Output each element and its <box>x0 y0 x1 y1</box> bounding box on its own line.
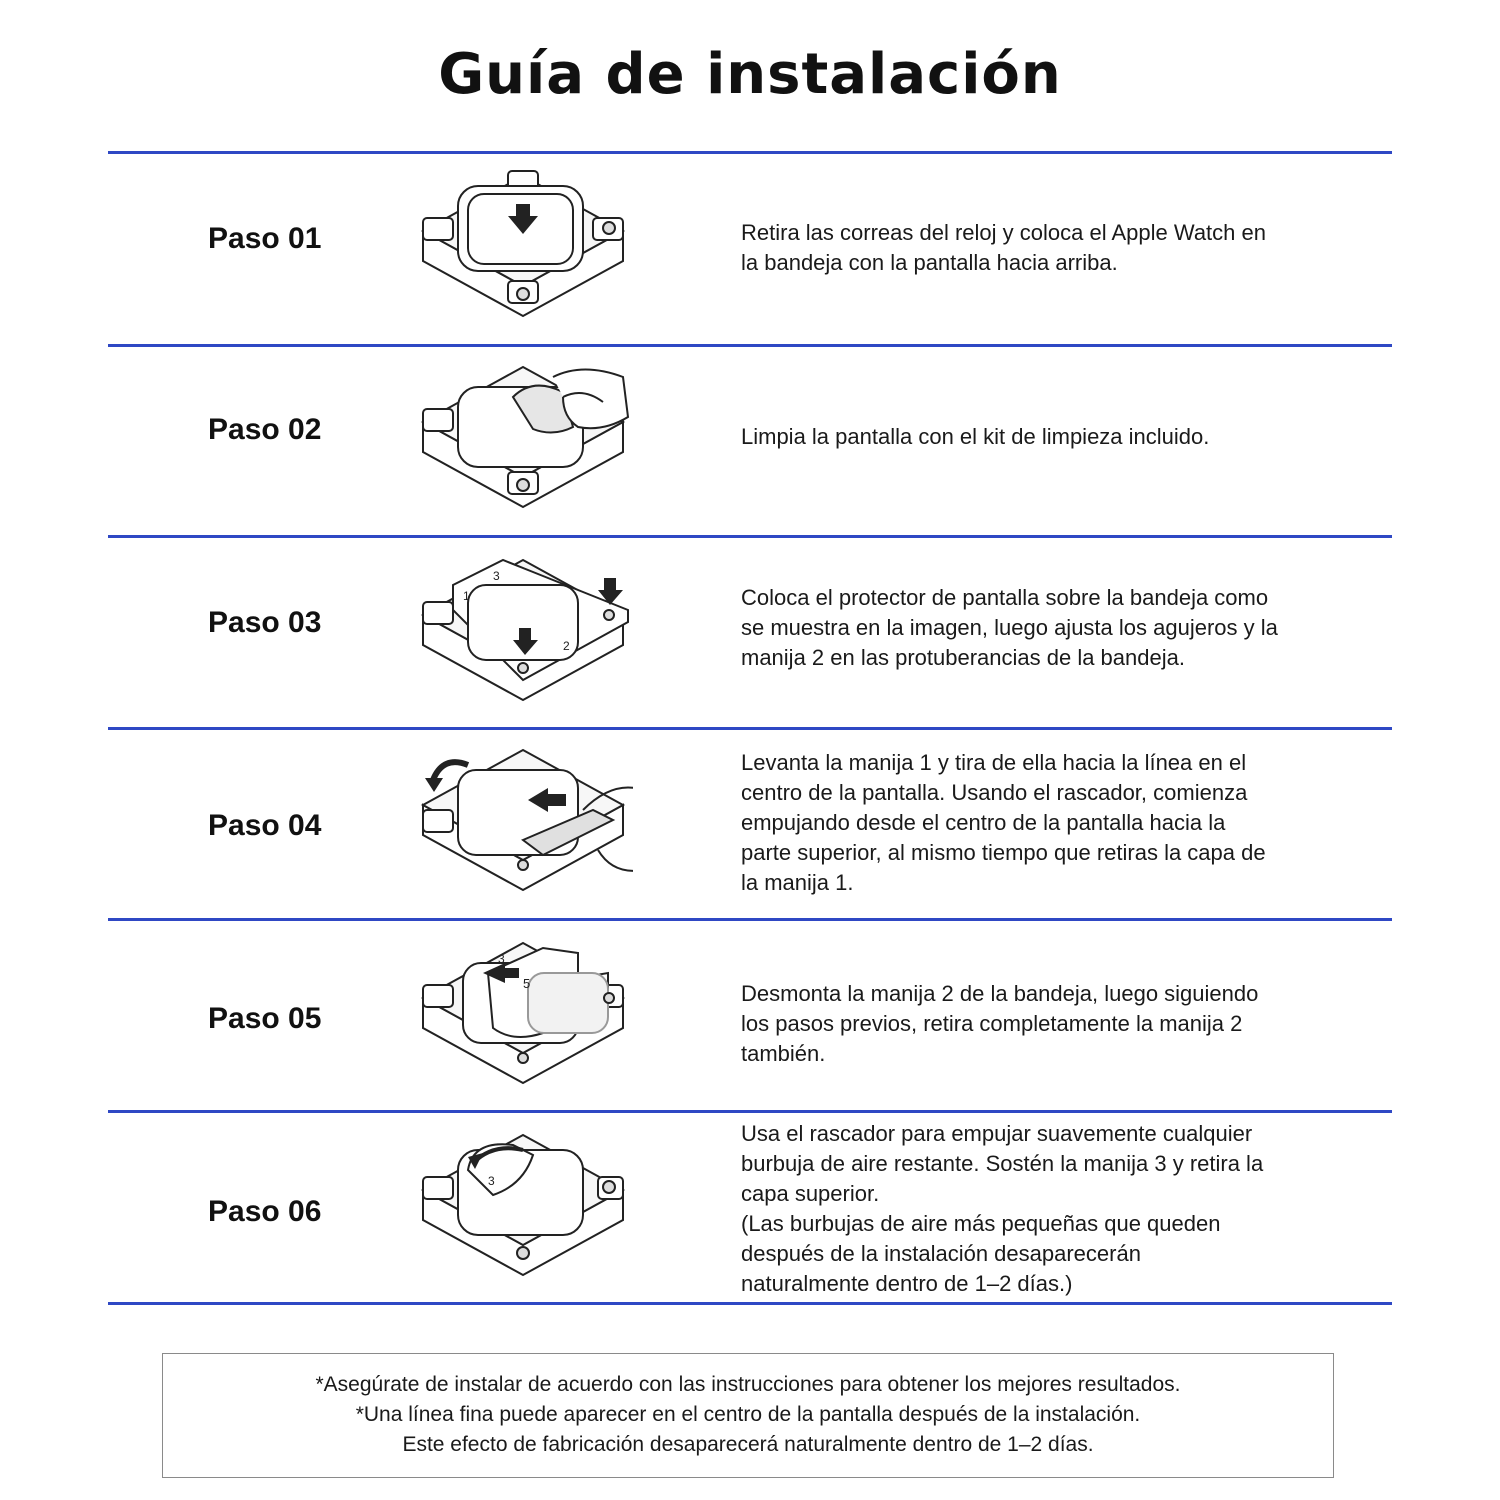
svg-text:2: 2 <box>563 639 570 653</box>
step-label: Paso 06 <box>208 1195 322 1228</box>
tray-cleaning-cloth-icon <box>413 357 633 527</box>
svg-text:1: 1 <box>463 589 470 603</box>
step-06 <box>108 1113 1392 1302</box>
svg-text:3: 3 <box>498 952 505 966</box>
step-label: Paso 03 <box>208 606 322 639</box>
step-label: Paso 04 <box>208 809 322 842</box>
step-03 <box>108 538 1392 727</box>
svg-text:5: 5 <box>523 976 531 991</box>
step-05 <box>108 921 1392 1110</box>
step-label: Paso 01 <box>208 222 322 255</box>
tray-remove-handle-icon <box>413 933 633 1103</box>
svg-text:3: 3 <box>488 1174 495 1188</box>
tray-peel-top-layer-icon <box>413 1125 633 1295</box>
tray-protector-placement-icon <box>413 550 633 720</box>
step-description: Levanta la manija 1 y tira de ella hacia la línea en el centro de la pantalla. Usando el rascador, comienza empujando desde el centro de la pantalla hacia la parte superior, al mismo tiempo que retiras la capa de la manija 1. <box>741 750 1266 895</box>
step-04 <box>108 730 1392 918</box>
step-description: Desmonta la manija 2 de la bandeja, luego siguiendo los pasos previos, retira completamente la manija 2 también. <box>741 981 1259 1066</box>
note-line: *Una línea fina puede aparecer en el centro de la pantalla después de la instalación. <box>355 1403 1141 1426</box>
svg-text:3: 3 <box>493 569 500 583</box>
step-01 <box>108 154 1392 344</box>
note-line: Este efecto de fabricación desaparecerá naturalmente dentro de 1–2 días. <box>402 1433 1094 1456</box>
step-02 <box>108 347 1392 535</box>
tray-scraper-lift-icon <box>413 740 633 910</box>
notes-box <box>162 1353 1334 1478</box>
step-label: Paso 02 <box>208 413 322 446</box>
tray-watch-arrow-down-icon <box>413 166 633 336</box>
step-description: Usa el rascador para empujar suavemente cualquier burbuja de aire restante. Sostén la manija 3 y retira la capa superior. (Las burbujas de aire más pequeñas que queden después de la instalación desaparecerán naturalmente dentro de 1–2 días.) <box>741 1121 1264 1296</box>
divider <box>108 1302 1392 1305</box>
note-line: *Asegúrate de instalar de acuerdo con las instrucciones para obtener los mejores resultados. <box>315 1373 1181 1396</box>
step-description: Limpia la pantalla con el kit de limpieza incluido. <box>741 424 1210 449</box>
page-title: Guía de instalación <box>438 42 1062 107</box>
step-label: Paso 05 <box>208 1002 322 1035</box>
step-description: Coloca el protector de pantalla sobre la bandeja como se muestra en la imagen, luego ajusta los agujeros y la manija 2 en las protuberancias de la bandeja. <box>741 585 1278 670</box>
step-description: Retira las correas del reloj y coloca el Apple Watch en la bandeja con la pantalla hacia arriba. <box>741 220 1266 275</box>
